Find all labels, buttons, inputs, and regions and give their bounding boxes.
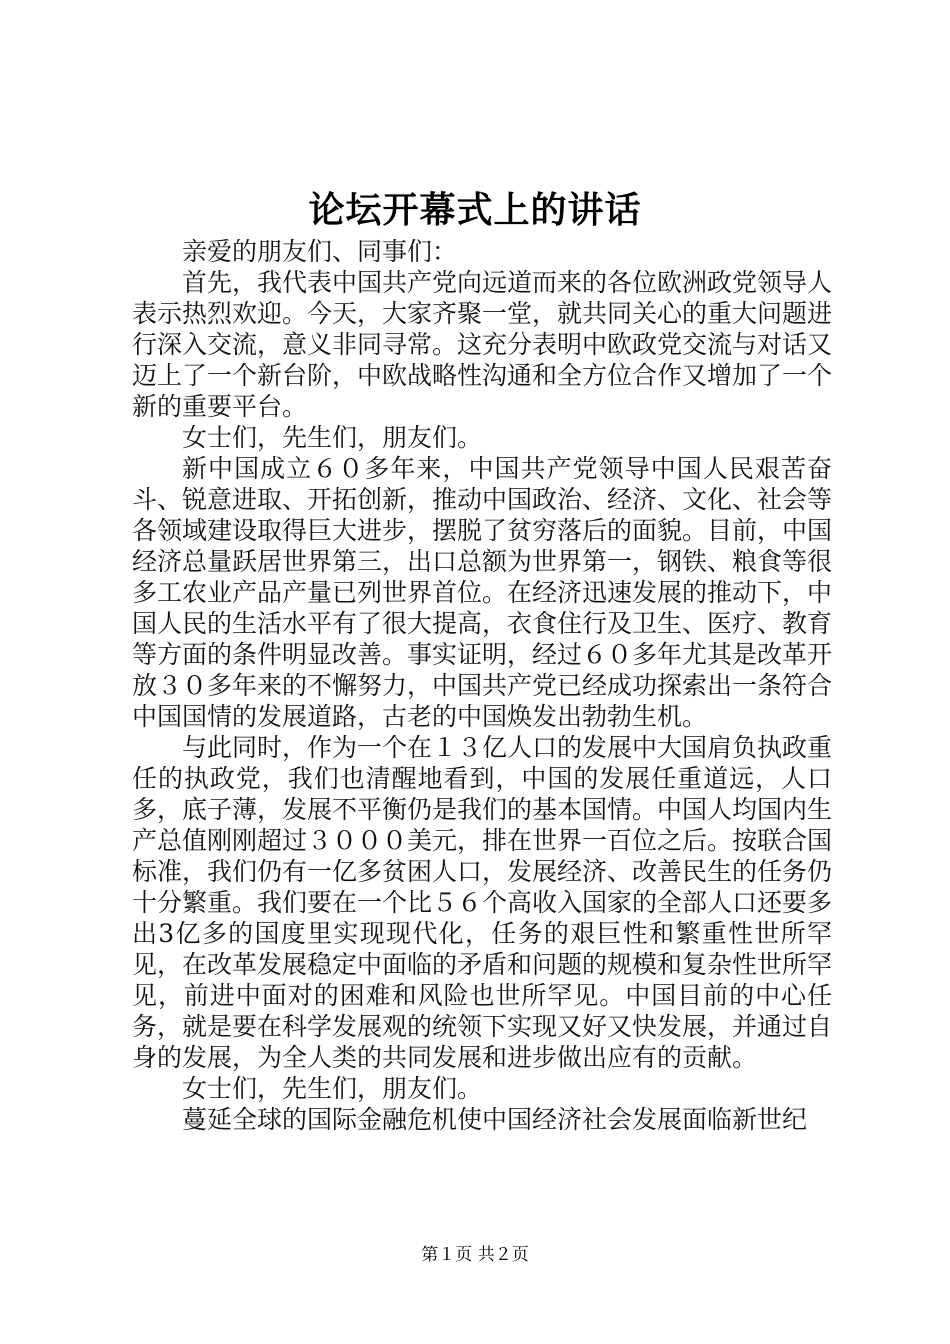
page-number-footer: 第１页 共２页: [421, 1245, 529, 1265]
document-title: 论坛开幕式上的讲话: [308, 189, 642, 231]
paragraph-address-2: 女士们，先生们，朋友们。: [182, 1074, 483, 1103]
paragraph-salutation: 亲爱的朋友们、同事们：: [182, 237, 458, 266]
paragraph-welcome: 首先，我代表中国共产党向远道而来的各位欧洲政党领导人表示热烈欢迎。今天，大家齐聚一堂，就共同关心的重大问题进行深入交流，意义非同寻常。这充分表明中欧政党交流与对话又迈上了一个新台阶，中欧战略性沟通和全方位合作又增加了一个新的重要平台。: [132, 268, 833, 421]
paragraph-achievements: 新中国成立６０多年来，中国共产党领导中国人民艰苦奋斗、锐意进取、开拓创新，推动中国政治、经济、文化、社会等各领域建设取得巨大进步，摆脱了贫穷落后的面貌。目前，中国经济总量跃居世界第三，出口总额为世界第一，钢铁、粮食等很多工农业产品产量已列世界首位。在经济迅速发展的推动下，中国人民的生活水平有了很大提高，衣食住行及卫生、医疗、教育等方面的条件明显改善。事实证明，经过６０多年尤其是改革开放３０多年来的不懈努力，中国共产党已经成功探索出一条符合中国国情的发展道路，古老的中国焕发出勃勃生机。: [132, 454, 833, 731]
paragraph-address-1: 女士们，先生们，朋友们。: [182, 423, 483, 452]
paragraph-financial-crisis: 蔓延全球的国际金融危机使中国经济社会发展面临新世纪: [182, 1105, 808, 1134]
document-body: [132, 236, 832, 1135]
paragraph-challenges: 与此同时，作为一个在１３亿人口的发展中大国肩负执政重任的执政党，我们也清醒地看到，中国的发展任重道远，人口多，底子薄，发展不平衡仍是我们的基本国情。中国人均国内生产总值刚刚超过３０００美元，排在世界一百位之后。按联合国标准，我们仍有一亿多贫困人口，发展经济、改善民生的任务仍十分繁重。我们要在一个比５６个高收入国家的全部人口还要多出3亿多的国度里实现现代化，任务的艰巨性和繁重性世所罕见，在改革发展稳定中面临的矛盾和问题的规模和复杂性世所罕见，前进中面对的困难和风险也世所罕见。中国目前的中心任务，就是要在科学发展观的统领下实现又好又快发展，并通过自身的发展，为全人类的共同发展和进步做出应有的贡献。: [132, 733, 833, 1072]
